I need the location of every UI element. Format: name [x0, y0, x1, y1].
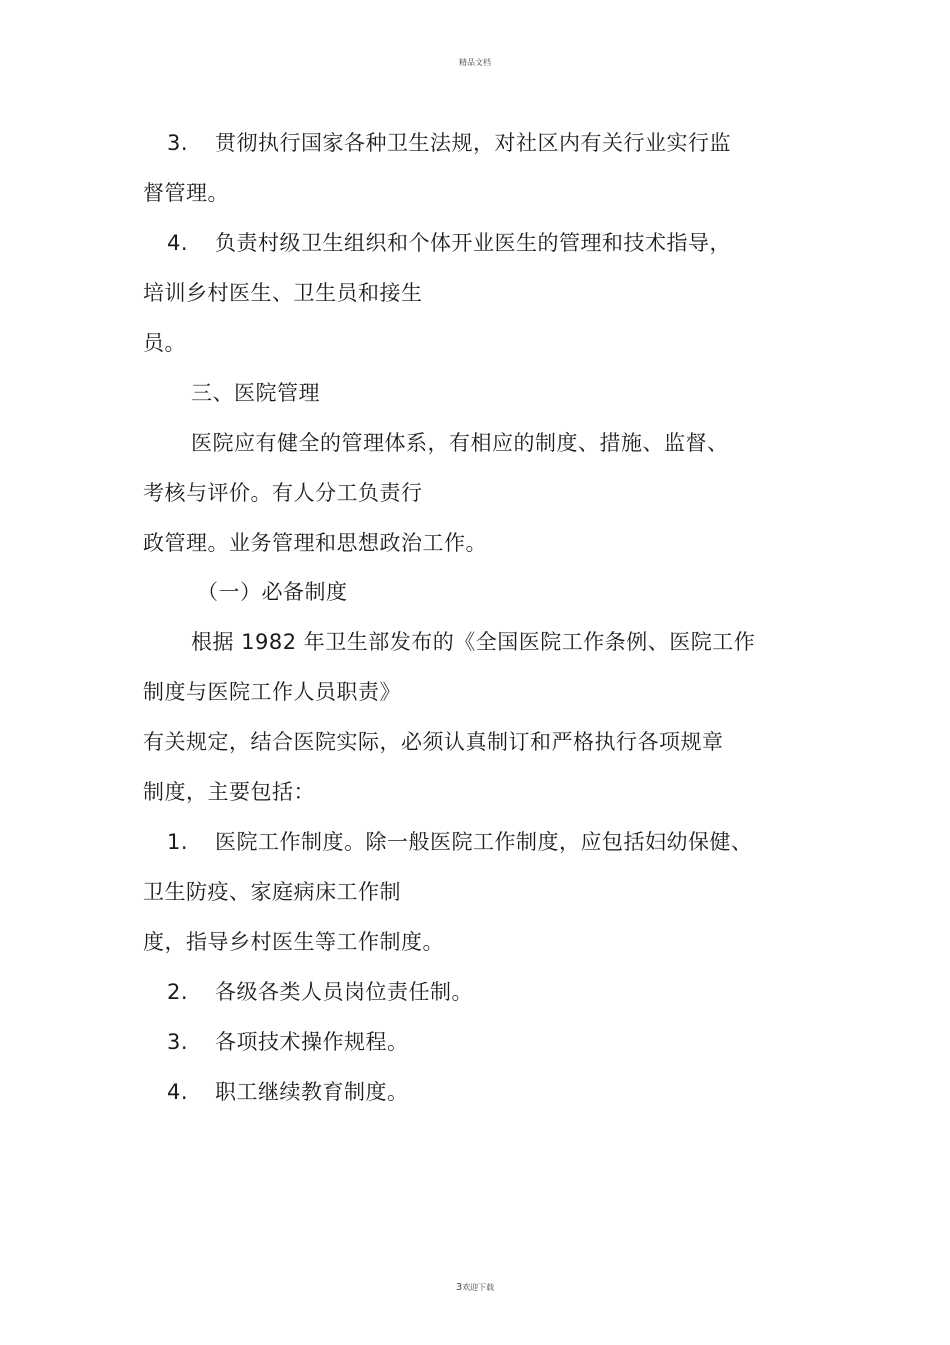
list-item-4 — [167, 230, 731, 256]
paragraph-text: 贯彻执行国家各种卫生法规，对社区内有关行业实行监 — [215, 131, 731, 155]
list-number: 2. — [167, 980, 189, 1004]
paragraph-line: 考核与评价。有人分工负责行 — [143, 481, 423, 505]
paragraph-line: 卫生防疫、家庭病床工作制 — [143, 880, 401, 904]
paragraph-line: 督管理。 — [143, 181, 229, 205]
paragraph-text: 负责村级卫生组织和个体开业医生的管理和技术指导， — [215, 231, 731, 255]
list-item-2 — [167, 979, 473, 1005]
page-header: 精品文档 — [459, 58, 491, 67]
list-number: 3. — [167, 1030, 189, 1054]
section-heading: 三、医院管理 — [191, 381, 320, 405]
list-number: 1. — [167, 830, 189, 854]
paragraph-line: 政管理。业务管理和思想政治工作。 — [143, 531, 487, 555]
paragraph-line: 根据 1982 年卫生部发布的《全国医院工作条例、医院工作 — [191, 630, 756, 654]
list-item-4b — [167, 1079, 409, 1105]
list-item-3 — [167, 130, 731, 156]
paragraph-line: 度，指导乡村医生等工作制度。 — [143, 930, 444, 954]
page-footer — [0, 1282, 950, 1293]
list-number: 4. — [167, 1080, 189, 1104]
paragraph-line: 医院应有健全的管理体系，有相应的制度、措施、监督、 — [191, 431, 729, 455]
page-number: 3 — [455, 1282, 463, 1293]
paragraph-text: 各项技术操作规程。 — [215, 1030, 409, 1054]
footer-text: 欢迎下载 — [462, 1283, 495, 1292]
list-number: 3. — [167, 131, 189, 155]
paragraph-text: 各级各类人员岗位责任制。 — [215, 980, 473, 1004]
paragraph-text: 医院工作制度。除一般医院工作制度，应包括妇幼保健、 — [215, 830, 753, 854]
paragraph-line: 培训乡村医生、卫生员和接生 — [143, 281, 423, 305]
list-item-1 — [167, 829, 753, 855]
list-number: 4. — [167, 231, 189, 255]
list-item-3b — [167, 1029, 409, 1055]
paragraph-line: 制度与医院工作人员职责》 — [143, 680, 401, 704]
paragraph-line: 制度，主要包括： — [143, 780, 315, 804]
paragraph-line: 员。 — [143, 331, 186, 355]
paragraph-text: 职工继续教育制度。 — [215, 1080, 409, 1104]
paragraph-line: 有关规定，结合医院实际，必须认真制订和严格执行各项规章 — [143, 730, 724, 754]
subsection-heading: （一）必备制度 — [197, 580, 348, 604]
